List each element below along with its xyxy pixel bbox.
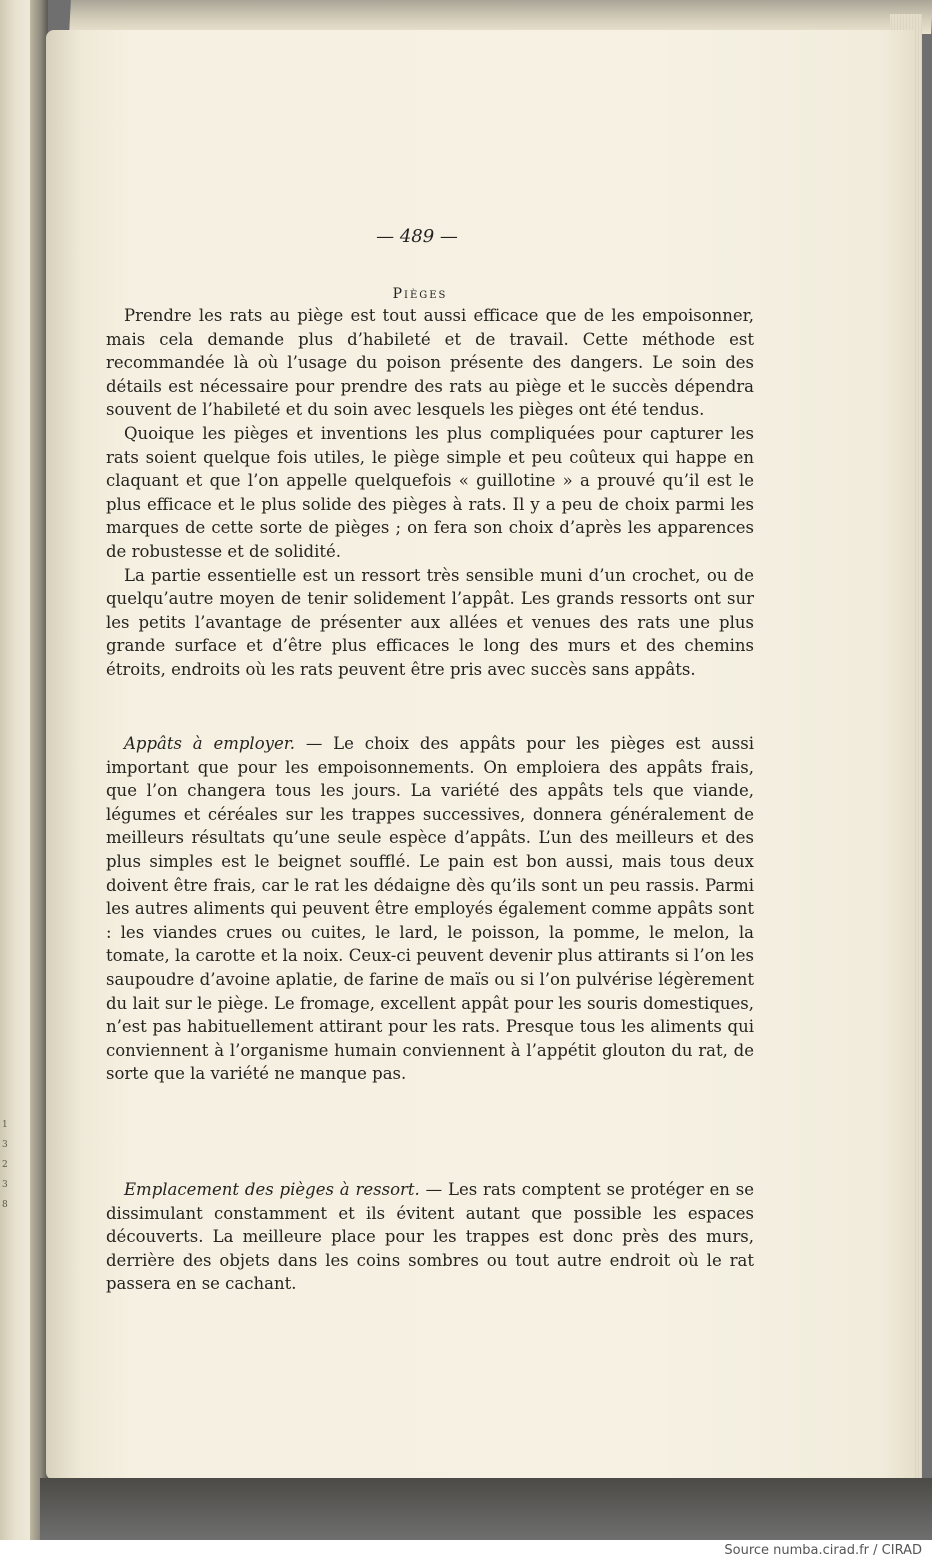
paragraph: Emplacement des pièges à ressort. — Les rats comptent se protéger en se dissimulant constamment et ils évitent autant que possible les espaces découverts. La meilleure place pour les trappes est donc près des murs, derrière des objets dans les coins sombres ou tout autre endroit où le rat passera en se cachant. [106,1180,755,1294]
book-top-edge [69,0,932,34]
source-credit: Source numba.cirad.fr / CIRAD [724,1543,922,1558]
left-page-marks: 1 3 2 3 8 [2,1120,8,1210]
paragraph: Quoique les pièges et inventions les plus compliquées pour capturer les rats soient quelque fois utiles, le piège simple et peu coûteux qui happe en claquant et que l’on appelle quelquefois « guillotine » a prouvé qu’il est le plus efficace et le plus solide des pièges à rats. Il y a peu de choix parmi les marques de cette sorte de pièges ; on fera son choix d’après les apparences de robustesse et de solidité. [106,423,754,561]
paragraph: Prendre les rats au piège est tout aussi efficace que de les empoisonner, mais cela demande plus d’habileté et de travail. Cette méthode est recommandée là où l’usage du poison présente des dangers. Le soin des détails est nécessaire pour prendre des rats au piège et le succès dépendra souvent de l’habileté et du soin avec lesquels les pièges ont été tendus. [106,306,754,420]
paragraph: La partie essentielle est un ressort très sensible muni d’un crochet, ou de quelqu’autre moyen de tenir solidement l’appât. Les grands ressorts ont sur les petits l’avantage de présenter aux allées et venues des rats une plus grande surface et d’être plus efficaces le long des murs et des chemins étroits, endroits où les rats peuvent être pris avec succès sans appâts. [106,565,754,679]
section-title: Pièges [392,286,448,302]
subheading: Appâts à employer. [124,734,296,753]
subheading: Emplacement des pièges à ressort. [124,1180,420,1199]
text-block-pieges [106,304,754,682]
text-block-appats [106,732,754,1086]
page-number: — 489 — [376,226,458,247]
page-shadow [40,1478,932,1540]
text-block-emplacement [106,1178,754,1296]
paragraph: Appâts à employer. — Le choix des appâts pour les pièges est aussi important que pour les empoisonnements. On emploiera des appâts frais, que l’on changera tous les jours. La variété des appâts tels que viande, légumes et céréales sur les trappes successives, donnera généralement de meilleurs résultats qu’une seule espèce d’appâts. L’un des meilleurs et des plus simples est le beignet soufflé. Le pain est bon aussi, mais tous deux doivent être frais, car le rat les dédaigne dès qu’ils sont un peu rassis. Parmi les autres aliments qui peuvent être employés également comme appâts sont : les viandes crues ou cuites, le lard, le poisson, la pomme, le melon, la tomate, la carotte et la noix. Ceux-ci peuvent devenir plus attirants si l’on les saupoudre d’avoine aplatie, de farine de maïs ou si l’on pulvérise légèrement du lait sur le piège. Le fromage, excellent appât pour les souris domestiques, n’est pas habituellement attirant pour les rats. Presque tous les aliments qui conviennent à l’organisme humain conviennent à l’appétit glouton du rat, de sorte que la variété ne manque pas. [106,734,754,1084]
